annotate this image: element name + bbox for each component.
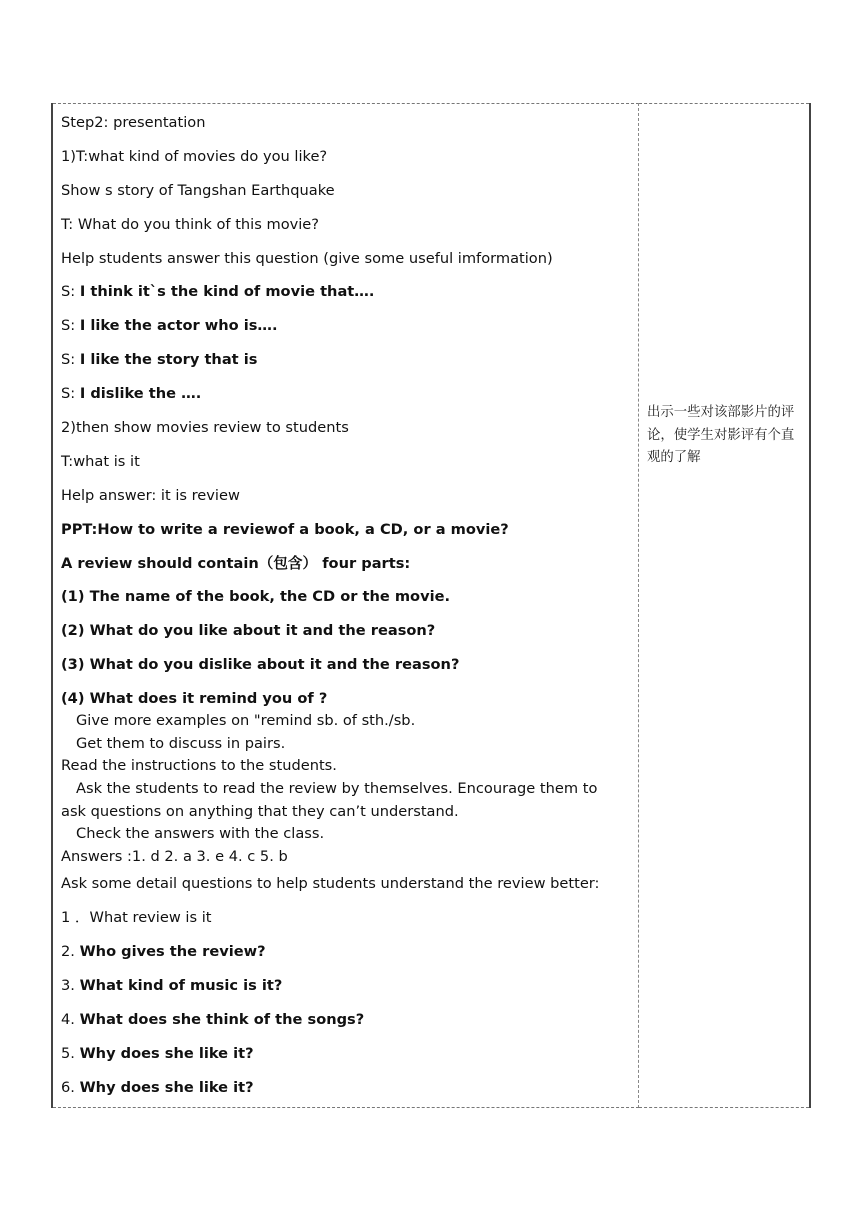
question-text: What review is it xyxy=(89,909,212,927)
review-part: (3) What do you dislike about it and the reason? xyxy=(61,656,460,674)
procedure-line: Ask the students to read the review by themselves. Encourage them to xyxy=(76,779,598,797)
question-number: 4. xyxy=(61,1010,80,1028)
help-answer-line: Help answer: it is review xyxy=(61,486,240,504)
speaker-label: S: xyxy=(61,283,80,301)
side-note: 出示一些对该部影片的评论，使学生对影评有个直观的了解 xyxy=(647,405,795,465)
question-item xyxy=(61,909,632,943)
procedure-line: Check the answers with the class. xyxy=(76,825,325,843)
ppt-heading: PPT:How to write a reviewof a book, a CD, or a movie? xyxy=(61,520,509,538)
question-item xyxy=(61,1079,632,1101)
question-number: 3. xyxy=(61,976,80,994)
student-answer xyxy=(61,385,632,419)
question-text: What does she think of the songs? xyxy=(79,1010,365,1028)
answers-line: Answers :1. d 2. a 3. e 4. c 5. b xyxy=(61,847,288,865)
question-line: 1)T:what kind of movies do you like? xyxy=(61,147,328,165)
procedure-line: Get them to discuss in pairs. xyxy=(76,734,286,752)
lesson-table xyxy=(51,103,811,1108)
speaker-label: S: xyxy=(61,317,80,335)
notes-cell xyxy=(639,104,811,1108)
student-answer xyxy=(61,317,632,351)
teacher-line: T:what is it xyxy=(61,452,140,470)
question-text: Why does she like it? xyxy=(79,1044,254,1062)
answer-text: I think it`s the kind of movie that…. xyxy=(79,283,375,301)
question-item xyxy=(61,943,632,977)
step-title: Step2: presentation xyxy=(61,114,206,131)
question-text: What kind of music is it? xyxy=(79,976,283,994)
review-parts-heading: A review should contain（包含） four parts: xyxy=(61,554,411,572)
procedure-line: Read the instructions to the students. xyxy=(61,757,337,775)
answer-text: I like the actor who is…. xyxy=(79,317,278,335)
question-item xyxy=(61,977,632,1011)
teacher-question: T: What do you think of this movie? xyxy=(61,215,320,233)
review-part: (4) What does it remind you of ? xyxy=(61,690,328,708)
help-line: Help students answer this question (give some useful imformation) xyxy=(61,249,553,267)
question-text: Who gives the review? xyxy=(79,943,266,961)
speaker-label: S: xyxy=(61,351,80,369)
show-line: Show s story of Tangshan Earthquake xyxy=(61,181,335,199)
student-answer xyxy=(61,283,632,317)
question-number: 6. xyxy=(61,1078,80,1096)
question-item xyxy=(61,1011,632,1045)
procedure-line: ask questions on anything that they can’t understand. xyxy=(61,802,459,820)
question-number: 2. xyxy=(61,943,80,961)
review-part: (2) What do you like about it and the reason? xyxy=(61,622,436,640)
student-answer xyxy=(61,351,632,385)
review-part: (1) The name of the book, the CD or the movie. xyxy=(61,588,451,606)
answer-text: I like the story that is xyxy=(79,351,258,369)
speaker-label: S: xyxy=(61,385,80,403)
answer-text: I dislike the …. xyxy=(79,385,202,403)
question-item xyxy=(61,1045,632,1079)
procedure-block xyxy=(61,710,632,868)
procedure-line: Give more examples on "remind sb. of sth./sb. xyxy=(76,712,416,730)
question-text: Why does she like it? xyxy=(79,1078,254,1096)
detail-intro: Ask some detail questions to help students understand the review better: xyxy=(61,875,600,893)
question-number: 1 ． xyxy=(61,909,90,927)
teaching-steps-cell xyxy=(52,104,639,1108)
question-number: 5. xyxy=(61,1044,80,1062)
review-line: 2)then show movies review to students xyxy=(61,419,349,437)
